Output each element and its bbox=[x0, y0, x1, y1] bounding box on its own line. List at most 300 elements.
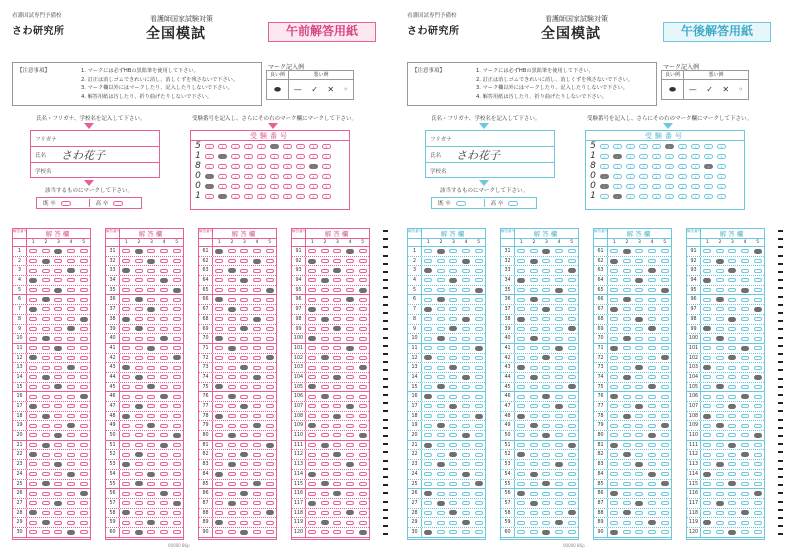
answer-bubble[interactable] bbox=[122, 346, 130, 350]
answer-bubble[interactable] bbox=[475, 337, 483, 341]
answer-bubble[interactable] bbox=[321, 298, 329, 302]
answer-bubble[interactable] bbox=[29, 355, 37, 360]
answer-bubble[interactable] bbox=[648, 501, 656, 505]
answer-bubble[interactable] bbox=[308, 317, 316, 321]
answer-bubble[interactable] bbox=[240, 356, 248, 360]
answer-bubble[interactable] bbox=[741, 375, 749, 379]
answer-bubble[interactable] bbox=[754, 385, 762, 389]
answer-bubble[interactable] bbox=[542, 492, 550, 496]
answer-bubble[interactable] bbox=[716, 375, 724, 379]
answer-bubble[interactable] bbox=[147, 492, 155, 496]
answer-bubble[interactable] bbox=[542, 462, 550, 466]
answer-bubble[interactable] bbox=[648, 307, 656, 311]
answer-bubble[interactable] bbox=[754, 404, 762, 408]
answer-bubble[interactable] bbox=[754, 356, 762, 360]
exam-digit-bubble[interactable]: 5 bbox=[665, 174, 674, 179]
answer-bubble[interactable] bbox=[449, 404, 457, 409]
answer-bubble[interactable] bbox=[54, 298, 62, 302]
answer-bubble[interactable] bbox=[42, 269, 50, 273]
answer-bubble[interactable] bbox=[568, 443, 576, 448]
answer-bubble[interactable] bbox=[333, 278, 341, 282]
answer-bubble[interactable] bbox=[147, 278, 155, 282]
answer-bubble[interactable] bbox=[228, 414, 236, 418]
answer-bubble[interactable] bbox=[147, 288, 155, 292]
answer-bubble[interactable] bbox=[321, 259, 329, 263]
answer-bubble[interactable] bbox=[308, 443, 316, 447]
answer-bubble[interactable] bbox=[160, 259, 168, 263]
answer-bubble[interactable] bbox=[173, 462, 181, 466]
answer-bubble[interactable] bbox=[67, 423, 75, 428]
answer-bubble[interactable] bbox=[741, 288, 749, 293]
answer-bubble[interactable] bbox=[346, 482, 354, 486]
answer-bubble[interactable] bbox=[462, 385, 470, 389]
answer-bubble[interactable] bbox=[160, 501, 168, 505]
answer-bubble[interactable] bbox=[67, 346, 75, 350]
answer-bubble[interactable] bbox=[122, 298, 130, 302]
answer-bubble[interactable] bbox=[661, 481, 669, 486]
answer-bubble[interactable] bbox=[29, 482, 37, 486]
answer-bubble[interactable] bbox=[610, 307, 618, 312]
answer-bubble[interactable] bbox=[321, 317, 329, 322]
answer-bubble[interactable] bbox=[54, 356, 62, 360]
answer-bubble[interactable] bbox=[568, 326, 576, 331]
answer-bubble[interactable] bbox=[475, 414, 483, 419]
answer-bubble[interactable] bbox=[54, 453, 62, 457]
answer-bubble[interactable] bbox=[333, 482, 341, 486]
answer-bubble[interactable] bbox=[716, 384, 724, 389]
answer-bubble[interactable] bbox=[517, 521, 525, 525]
answer-bubble[interactable] bbox=[54, 501, 62, 506]
answer-bubble[interactable] bbox=[424, 472, 432, 476]
answer-bubble[interactable] bbox=[321, 337, 329, 341]
exam-digit-bubble[interactable]: 2 bbox=[231, 174, 240, 179]
answer-bubble[interactable] bbox=[716, 269, 724, 273]
answer-bubble[interactable] bbox=[623, 336, 631, 341]
answer-bubble[interactable] bbox=[623, 288, 631, 292]
answer-bubble[interactable] bbox=[635, 501, 643, 506]
answer-bubble[interactable] bbox=[661, 414, 669, 418]
exam-digit-bubble[interactable]: 3 bbox=[639, 144, 648, 149]
answer-bubble[interactable] bbox=[462, 288, 470, 292]
answer-bubble[interactable] bbox=[661, 375, 669, 379]
answer-bubble[interactable] bbox=[266, 443, 274, 448]
answer-bubble[interactable] bbox=[215, 327, 223, 331]
exam-digit-bubble[interactable]: 8 bbox=[309, 184, 318, 189]
answer-bubble[interactable] bbox=[449, 452, 457, 457]
answer-bubble[interactable] bbox=[215, 307, 223, 311]
answer-bubble[interactable] bbox=[517, 249, 525, 253]
answer-bubble[interactable] bbox=[449, 395, 457, 399]
answer-bubble[interactable] bbox=[703, 414, 711, 419]
answer-bubble[interactable] bbox=[266, 472, 274, 476]
answer-bubble[interactable] bbox=[530, 317, 538, 321]
answer-bubble[interactable] bbox=[623, 492, 631, 496]
answer-bubble[interactable] bbox=[80, 472, 88, 476]
answer-bubble[interactable] bbox=[648, 317, 656, 321]
answer-bubble[interactable] bbox=[462, 482, 470, 486]
answer-bubble[interactable] bbox=[147, 404, 155, 408]
answer-bubble[interactable] bbox=[610, 482, 618, 486]
answer-bubble[interactable] bbox=[475, 481, 483, 486]
check-bubble-graduate[interactable] bbox=[61, 201, 71, 206]
answer-bubble[interactable] bbox=[333, 366, 341, 370]
exam-digit-bubble[interactable]: 0 bbox=[205, 184, 214, 189]
answer-bubble[interactable] bbox=[462, 356, 470, 360]
answer-bubble[interactable] bbox=[449, 346, 457, 350]
answer-bubble[interactable] bbox=[333, 501, 341, 505]
exam-digit-bubble[interactable]: 3 bbox=[639, 184, 648, 189]
answer-bubble[interactable] bbox=[215, 346, 223, 350]
answer-bubble[interactable] bbox=[29, 452, 37, 457]
answer-bubble[interactable] bbox=[67, 375, 75, 379]
answer-bubble[interactable] bbox=[228, 307, 236, 312]
answer-bubble[interactable] bbox=[728, 414, 736, 418]
answer-bubble[interactable] bbox=[462, 492, 470, 496]
answer-bubble[interactable] bbox=[135, 424, 143, 428]
exam-digit-bubble[interactable]: 6 bbox=[283, 164, 292, 169]
answer-bubble[interactable] bbox=[135, 521, 143, 525]
answer-bubble[interactable] bbox=[333, 307, 341, 311]
answer-bubble[interactable] bbox=[437, 462, 445, 467]
answer-bubble[interactable] bbox=[568, 521, 576, 525]
answer-bubble[interactable] bbox=[321, 520, 329, 525]
answer-bubble[interactable] bbox=[42, 424, 50, 428]
answer-bubble[interactable] bbox=[346, 521, 354, 525]
answer-bubble[interactable] bbox=[308, 384, 316, 389]
answer-bubble[interactable] bbox=[635, 327, 643, 331]
answer-bubble[interactable] bbox=[122, 492, 130, 496]
answer-bubble[interactable] bbox=[122, 375, 130, 379]
answer-bubble[interactable] bbox=[635, 492, 643, 496]
answer-bubble[interactable] bbox=[266, 462, 274, 466]
answer-bubble[interactable] bbox=[648, 298, 656, 302]
answer-bubble[interactable] bbox=[542, 530, 550, 535]
answer-bubble[interactable] bbox=[424, 385, 432, 389]
answer-bubble[interactable] bbox=[635, 307, 643, 311]
answer-bubble[interactable] bbox=[29, 366, 37, 370]
answer-bubble[interactable] bbox=[253, 521, 261, 525]
answer-bubble[interactable] bbox=[253, 462, 261, 466]
exam-digit-bubble[interactable]: 0 bbox=[600, 144, 609, 149]
exam-digit-bubble[interactable]: 2 bbox=[626, 164, 635, 169]
answer-bubble[interactable] bbox=[530, 385, 538, 389]
answer-bubble[interactable] bbox=[754, 462, 762, 466]
answer-bubble[interactable] bbox=[240, 259, 248, 263]
answer-bubble[interactable] bbox=[661, 259, 669, 263]
answer-bubble[interactable] bbox=[754, 491, 762, 496]
answer-bubble[interactable] bbox=[437, 356, 445, 360]
answer-bubble[interactable] bbox=[542, 511, 550, 515]
answer-bubble[interactable] bbox=[122, 268, 130, 273]
answer-bubble[interactable] bbox=[308, 288, 316, 292]
answer-bubble[interactable] bbox=[449, 249, 457, 253]
exam-digit-bubble[interactable]: 2 bbox=[231, 184, 240, 189]
answer-bubble[interactable] bbox=[517, 337, 525, 341]
answer-bubble[interactable] bbox=[67, 317, 75, 321]
exam-digit-bubble[interactable]: 9 bbox=[717, 154, 726, 159]
answer-bubble[interactable] bbox=[610, 433, 618, 437]
answer-bubble[interactable] bbox=[741, 414, 749, 418]
exam-digit-bubble[interactable]: 8 bbox=[309, 164, 318, 169]
answer-bubble[interactable] bbox=[475, 269, 483, 273]
answer-bubble[interactable] bbox=[80, 424, 88, 428]
answer-bubble[interactable] bbox=[29, 288, 37, 292]
answer-bubble[interactable] bbox=[517, 298, 525, 302]
answer-bubble[interactable] bbox=[67, 337, 75, 341]
exam-digit-bubble[interactable]: 4 bbox=[652, 164, 661, 169]
exam-digit-bubble[interactable]: 7 bbox=[296, 184, 305, 189]
answer-bubble[interactable] bbox=[648, 268, 656, 273]
answer-bubble[interactable] bbox=[741, 278, 749, 282]
answer-bubble[interactable] bbox=[462, 346, 470, 350]
answer-bubble[interactable] bbox=[160, 288, 168, 292]
exam-digit-bubble[interactable]: 0 bbox=[205, 154, 214, 159]
exam-digit-bubble[interactable]: 9 bbox=[322, 144, 331, 149]
answer-bubble[interactable] bbox=[610, 530, 618, 535]
answer-bubble[interactable] bbox=[437, 404, 445, 408]
answer-bubble[interactable] bbox=[555, 462, 563, 467]
answer-bubble[interactable] bbox=[147, 443, 155, 447]
answer-bubble[interactable] bbox=[623, 395, 631, 399]
answer-bubble[interactable] bbox=[635, 337, 643, 341]
answer-bubble[interactable] bbox=[67, 268, 75, 273]
answer-bubble[interactable] bbox=[754, 278, 762, 282]
answer-bubble[interactable] bbox=[135, 404, 143, 409]
answer-bubble[interactable] bbox=[754, 249, 762, 254]
answer-bubble[interactable] bbox=[568, 249, 576, 253]
answer-bubble[interactable] bbox=[253, 317, 261, 322]
answer-bubble[interactable] bbox=[517, 404, 525, 408]
answer-bubble[interactable] bbox=[228, 317, 236, 321]
answer-bubble[interactable] bbox=[54, 482, 62, 486]
answer-bubble[interactable] bbox=[122, 395, 130, 399]
answer-bubble[interactable] bbox=[517, 278, 525, 283]
answer-bubble[interactable] bbox=[623, 366, 631, 370]
answer-bubble[interactable] bbox=[359, 288, 367, 293]
answer-bubble[interactable] bbox=[54, 327, 62, 331]
answer-bubble[interactable] bbox=[29, 424, 37, 428]
answer-bubble[interactable] bbox=[728, 424, 736, 428]
answer-bubble[interactable] bbox=[67, 521, 75, 525]
exam-digit-bubble[interactable]: 1 bbox=[613, 174, 622, 179]
answer-bubble[interactable] bbox=[42, 453, 50, 457]
exam-digit-bubble[interactable]: 2 bbox=[231, 154, 240, 159]
answer-bubble[interactable] bbox=[648, 530, 656, 534]
answer-bubble[interactable] bbox=[228, 356, 236, 360]
answer-bubble[interactable] bbox=[321, 355, 329, 360]
answer-bubble[interactable] bbox=[346, 259, 354, 263]
exam-digit-bubble[interactable]: 7 bbox=[296, 154, 305, 159]
answer-bubble[interactable] bbox=[741, 317, 749, 321]
answer-bubble[interactable] bbox=[716, 530, 724, 534]
answer-bubble[interactable] bbox=[530, 472, 538, 477]
answer-bubble[interactable] bbox=[475, 424, 483, 428]
answer-bubble[interactable] bbox=[122, 288, 130, 292]
answer-bubble[interactable] bbox=[29, 269, 37, 273]
answer-bubble[interactable] bbox=[54, 366, 62, 370]
answer-bubble[interactable] bbox=[661, 501, 669, 505]
answer-bubble[interactable] bbox=[359, 443, 367, 447]
answer-bubble[interactable] bbox=[530, 443, 538, 447]
answer-bubble[interactable] bbox=[610, 414, 618, 418]
answer-bubble[interactable] bbox=[346, 424, 354, 428]
answer-bubble[interactable] bbox=[333, 259, 341, 263]
answer-bubble[interactable] bbox=[240, 511, 248, 515]
exam-digit-bubble[interactable]: 5 bbox=[270, 184, 279, 189]
answer-bubble[interactable] bbox=[173, 530, 181, 534]
answer-bubble[interactable] bbox=[517, 472, 525, 476]
answer-bubble[interactable] bbox=[215, 259, 223, 263]
exam-digit-bubble[interactable]: 1 bbox=[613, 164, 622, 169]
answer-bubble[interactable] bbox=[228, 482, 236, 486]
answer-bubble[interactable] bbox=[703, 472, 711, 477]
answer-bubble[interactable] bbox=[716, 346, 724, 350]
answer-bubble[interactable] bbox=[67, 443, 75, 447]
answer-bubble[interactable] bbox=[253, 472, 261, 476]
answer-bubble[interactable] bbox=[623, 259, 631, 263]
answer-bubble[interactable] bbox=[266, 355, 274, 360]
answer-bubble[interactable] bbox=[716, 259, 724, 264]
answer-bubble[interactable] bbox=[568, 337, 576, 341]
answer-bubble[interactable] bbox=[728, 395, 736, 399]
answer-bubble[interactable] bbox=[321, 472, 329, 476]
answer-bubble[interactable] bbox=[346, 366, 354, 370]
name-field[interactable]: さわ花子 bbox=[456, 148, 500, 162]
answer-bubble[interactable] bbox=[424, 317, 432, 321]
answer-bubble[interactable] bbox=[542, 501, 550, 505]
answer-bubble[interactable] bbox=[555, 530, 563, 534]
answer-bubble[interactable] bbox=[437, 375, 445, 379]
answer-bubble[interactable] bbox=[449, 492, 457, 496]
answer-bubble[interactable] bbox=[333, 433, 341, 437]
answer-bubble[interactable] bbox=[54, 269, 62, 273]
answer-bubble[interactable] bbox=[160, 336, 168, 341]
answer-bubble[interactable] bbox=[160, 307, 168, 311]
answer-bubble[interactable] bbox=[240, 269, 248, 273]
answer-bubble[interactable] bbox=[449, 424, 457, 428]
answer-bubble[interactable] bbox=[703, 501, 711, 505]
exam-digit-bubble[interactable]: 7 bbox=[296, 164, 305, 169]
answer-bubble[interactable] bbox=[648, 337, 656, 341]
answer-bubble[interactable] bbox=[648, 326, 656, 331]
answer-bubble[interactable] bbox=[266, 298, 274, 302]
answer-bubble[interactable] bbox=[359, 472, 367, 476]
answer-bubble[interactable] bbox=[449, 317, 457, 321]
answer-bubble[interactable] bbox=[728, 530, 736, 535]
answer-bubble[interactable] bbox=[173, 278, 181, 282]
answer-bubble[interactable] bbox=[754, 259, 762, 263]
answer-bubble[interactable] bbox=[648, 395, 656, 399]
answer-bubble[interactable] bbox=[160, 278, 168, 283]
answer-bubble[interactable] bbox=[160, 482, 168, 486]
answer-bubble[interactable] bbox=[80, 366, 88, 370]
answer-bubble[interactable] bbox=[449, 269, 457, 273]
answer-bubble[interactable] bbox=[610, 453, 618, 457]
answer-bubble[interactable] bbox=[462, 520, 470, 525]
exam-digit-bubble[interactable]: 8 bbox=[309, 144, 318, 149]
answer-bubble[interactable] bbox=[67, 395, 75, 399]
answer-bubble[interactable] bbox=[333, 249, 341, 253]
answer-bubble[interactable] bbox=[610, 259, 618, 264]
answer-bubble[interactable] bbox=[555, 259, 563, 263]
answer-bubble[interactable] bbox=[215, 249, 223, 254]
answer-bubble[interactable] bbox=[228, 298, 236, 302]
answer-bubble[interactable] bbox=[610, 317, 618, 321]
answer-bubble[interactable] bbox=[359, 278, 367, 282]
answer-bubble[interactable] bbox=[754, 395, 762, 399]
answer-bubble[interactable] bbox=[266, 385, 274, 389]
answer-bubble[interactable] bbox=[240, 414, 248, 418]
check-bubble-highschool[interactable] bbox=[508, 201, 518, 206]
answer-bubble[interactable] bbox=[462, 278, 470, 282]
answer-bubble[interactable] bbox=[80, 288, 88, 292]
answer-bubble[interactable] bbox=[424, 259, 432, 263]
answer-bubble[interactable] bbox=[635, 356, 643, 360]
answer-bubble[interactable] bbox=[530, 288, 538, 292]
answer-bubble[interactable] bbox=[122, 472, 130, 476]
answer-bubble[interactable] bbox=[728, 462, 736, 466]
answer-bubble[interactable] bbox=[240, 530, 248, 535]
exam-digit-bubble[interactable]: 3 bbox=[244, 144, 253, 149]
exam-digit-bubble[interactable]: 3 bbox=[639, 164, 648, 169]
answer-bubble[interactable] bbox=[173, 511, 181, 515]
answer-bubble[interactable] bbox=[449, 288, 457, 292]
answer-bubble[interactable] bbox=[661, 404, 669, 408]
answer-bubble[interactable] bbox=[424, 268, 432, 273]
answer-bubble[interactable] bbox=[568, 298, 576, 302]
answer-bubble[interactable] bbox=[661, 355, 669, 360]
answer-bubble[interactable] bbox=[475, 433, 483, 437]
answer-bubble[interactable] bbox=[215, 462, 223, 466]
answer-bubble[interactable] bbox=[555, 482, 563, 486]
answer-bubble[interactable] bbox=[475, 356, 483, 360]
answer-bubble[interactable] bbox=[610, 491, 618, 496]
answer-bubble[interactable] bbox=[67, 404, 75, 408]
answer-bubble[interactable] bbox=[321, 481, 329, 486]
answer-bubble[interactable] bbox=[266, 327, 274, 331]
answer-bubble[interactable] bbox=[67, 501, 75, 505]
answer-bubble[interactable] bbox=[542, 269, 550, 273]
answer-bubble[interactable] bbox=[359, 404, 367, 408]
answer-bubble[interactable] bbox=[321, 433, 329, 437]
answer-bubble[interactable] bbox=[568, 530, 576, 534]
answer-bubble[interactable] bbox=[568, 404, 576, 408]
exam-digit-bubble[interactable]: 1 bbox=[218, 174, 227, 179]
answer-bubble[interactable] bbox=[475, 375, 483, 379]
answer-bubble[interactable] bbox=[648, 356, 656, 360]
exam-digit-bubble[interactable]: 7 bbox=[296, 194, 305, 199]
answer-bubble[interactable] bbox=[266, 414, 274, 418]
answer-bubble[interactable] bbox=[741, 394, 749, 399]
answer-bubble[interactable] bbox=[475, 443, 483, 447]
answer-bubble[interactable] bbox=[321, 462, 329, 466]
answer-bubble[interactable] bbox=[716, 453, 724, 457]
answer-bubble[interactable] bbox=[308, 472, 316, 477]
answer-bubble[interactable] bbox=[333, 346, 341, 350]
answer-bubble[interactable] bbox=[437, 249, 445, 254]
exam-digit-bubble[interactable]: 2 bbox=[626, 154, 635, 159]
answer-bubble[interactable] bbox=[542, 346, 550, 350]
answer-bubble[interactable] bbox=[321, 307, 329, 311]
answer-bubble[interactable] bbox=[610, 269, 618, 273]
answer-bubble[interactable] bbox=[741, 492, 749, 496]
answer-bubble[interactable] bbox=[530, 453, 538, 457]
answer-bubble[interactable] bbox=[346, 472, 354, 476]
exam-digit-bubble[interactable]: 7 bbox=[691, 164, 700, 169]
exam-digit-bubble[interactable]: 7 bbox=[296, 174, 305, 179]
answer-bubble[interactable] bbox=[703, 462, 711, 466]
answer-bubble[interactable] bbox=[648, 375, 656, 379]
